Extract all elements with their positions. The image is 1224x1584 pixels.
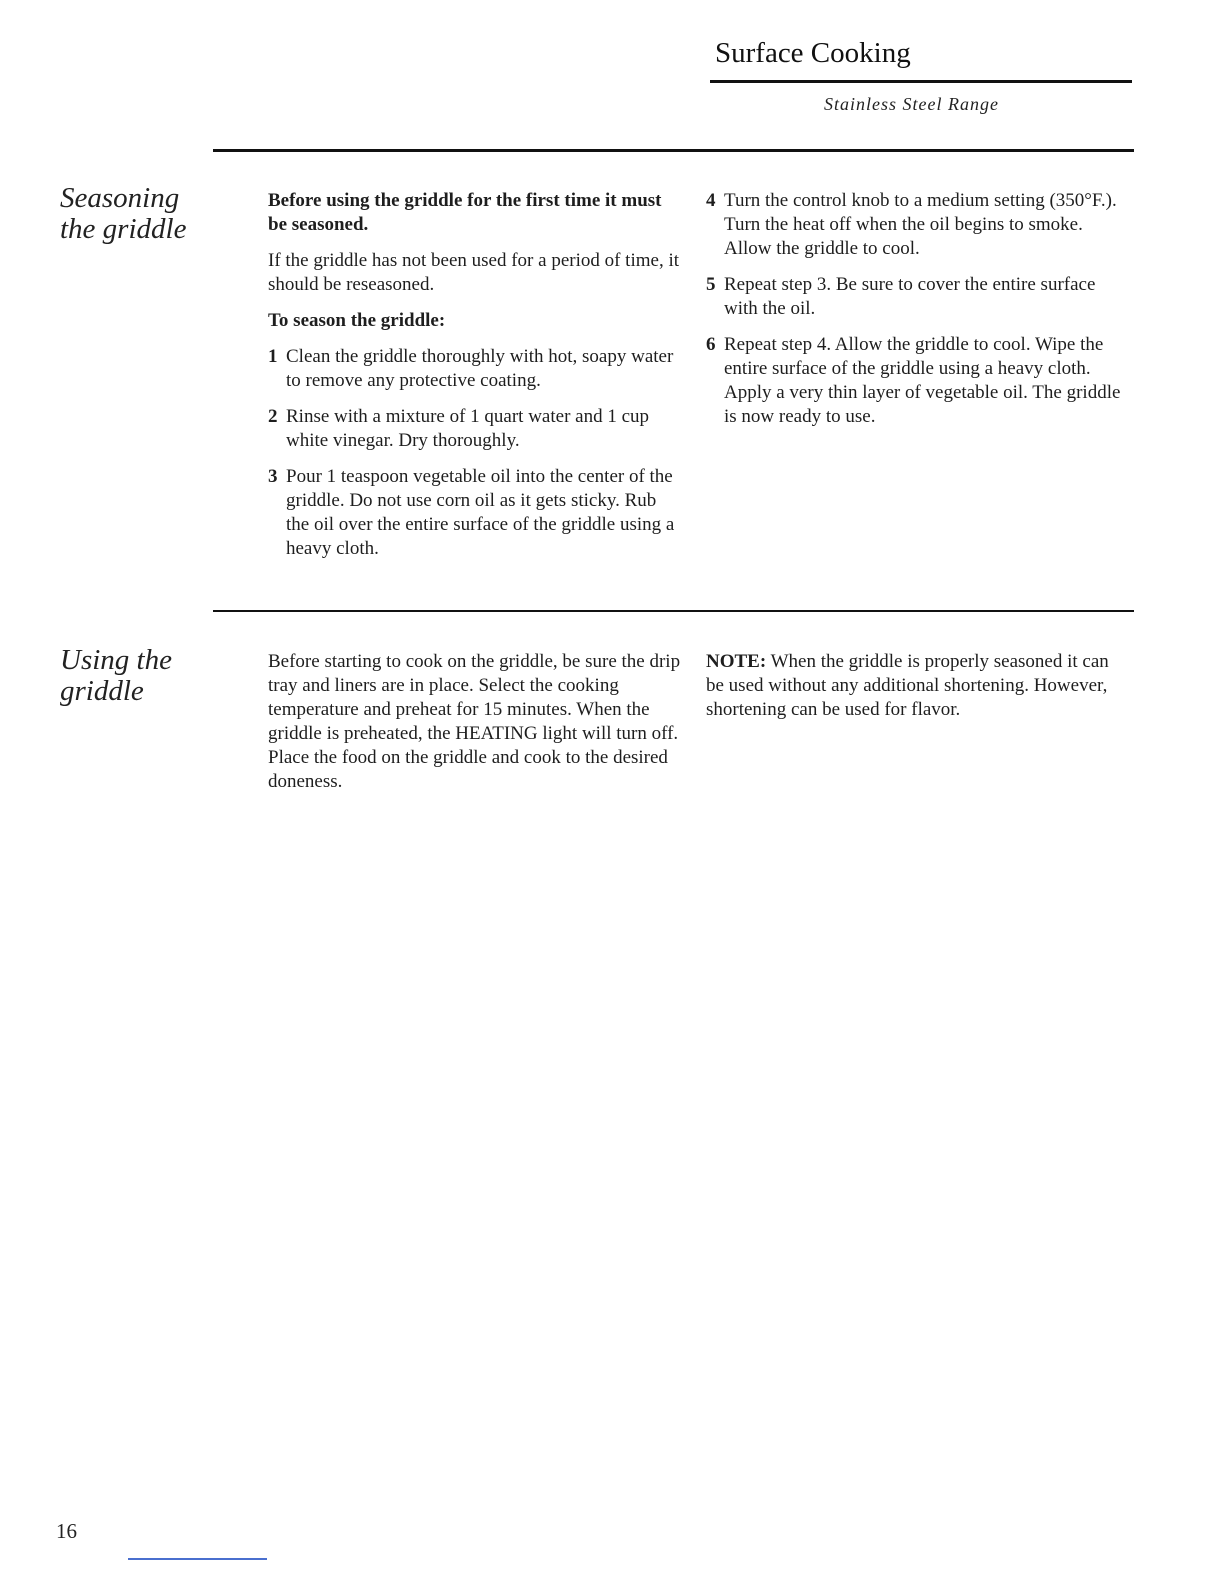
step-number: 5 bbox=[706, 274, 716, 295]
page-section-title: Surface Cooking bbox=[715, 37, 911, 69]
seasoning-step bbox=[268, 405, 684, 453]
product-subtitle: Stainless Steel Range bbox=[824, 94, 999, 114]
step-text: Turn the control knob to a medium setting (350°F.). Turn the heat off when the oil begins to smoke. Allow the griddle to cool. bbox=[724, 190, 1117, 259]
seasoning-step bbox=[268, 345, 684, 393]
using-note bbox=[706, 650, 1124, 722]
seasoning-step bbox=[706, 189, 1124, 261]
step-text: Rinse with a mixture of 1 quart water and 1 cup white vinegar. Dry thoroughly. bbox=[286, 406, 650, 451]
seasoning-heading bbox=[60, 183, 210, 245]
step-text: Pour 1 teaspoon vegetable oil into the center of the griddle. Do not use corn oil as it gets sticky. Rub the oil over the entire surface of the griddle using a heavy cloth. bbox=[286, 466, 675, 559]
using-heading-line1: Using the bbox=[60, 644, 172, 676]
section-divider-middle bbox=[213, 610, 1134, 612]
note-text: When the griddle is properly seasoned it can be used without any additional shortening. However, shortening can be used for flavor. bbox=[706, 651, 1109, 720]
seasoning-step bbox=[706, 273, 1124, 321]
seasoning-column-right bbox=[706, 189, 1124, 441]
seasoning-intro-text: If the griddle has not been used for a period of time, it should be reseasoned. bbox=[268, 250, 680, 295]
using-heading bbox=[60, 645, 210, 707]
step-number: 1 bbox=[268, 346, 278, 367]
seasoning-intro-bold: Before using the griddle for the first time it must be seasoned. bbox=[268, 190, 662, 235]
footer-link-underline bbox=[128, 1558, 267, 1560]
header-divider bbox=[710, 80, 1132, 83]
seasoning-column-left bbox=[268, 189, 684, 573]
using-column-right bbox=[706, 650, 1124, 734]
seasoning-heading-line1: Seasoning bbox=[60, 182, 180, 214]
step-text: Repeat step 3. Be sure to cover the entire surface with the oil. bbox=[724, 274, 1096, 319]
page-number: 16 bbox=[56, 1519, 77, 1543]
step-number: 4 bbox=[706, 190, 716, 211]
using-body-text: Before starting to cook on the griddle, be sure the drip tray and liners are in place. Select the cooking temperature and preheat for 15 minutes. When the griddle is preheated, the HEATING light will turn off. Place the food on the griddle and cook to the desired doneness. bbox=[268, 651, 681, 792]
note-label: NOTE: bbox=[706, 651, 767, 672]
step-number: 3 bbox=[268, 466, 278, 487]
seasoning-step bbox=[268, 465, 684, 561]
step-text: Clean the griddle thoroughly with hot, soapy water to remove any protective coating. bbox=[286, 346, 674, 391]
section-divider-top bbox=[213, 149, 1134, 152]
seasoning-heading-line2: the griddle bbox=[60, 213, 187, 245]
step-number: 2 bbox=[268, 406, 278, 427]
step-text: Repeat step 4. Allow the griddle to cool. Wipe the entire surface of the griddle using a heavy cloth. Apply a very thin layer of vegetable oil. The griddle is now ready to use. bbox=[724, 334, 1121, 427]
seasoning-steps-title: To season the griddle: bbox=[268, 310, 446, 331]
step-number: 6 bbox=[706, 334, 716, 355]
using-column-left bbox=[268, 650, 684, 806]
using-heading-line2: griddle bbox=[60, 675, 144, 707]
seasoning-step bbox=[706, 333, 1124, 429]
